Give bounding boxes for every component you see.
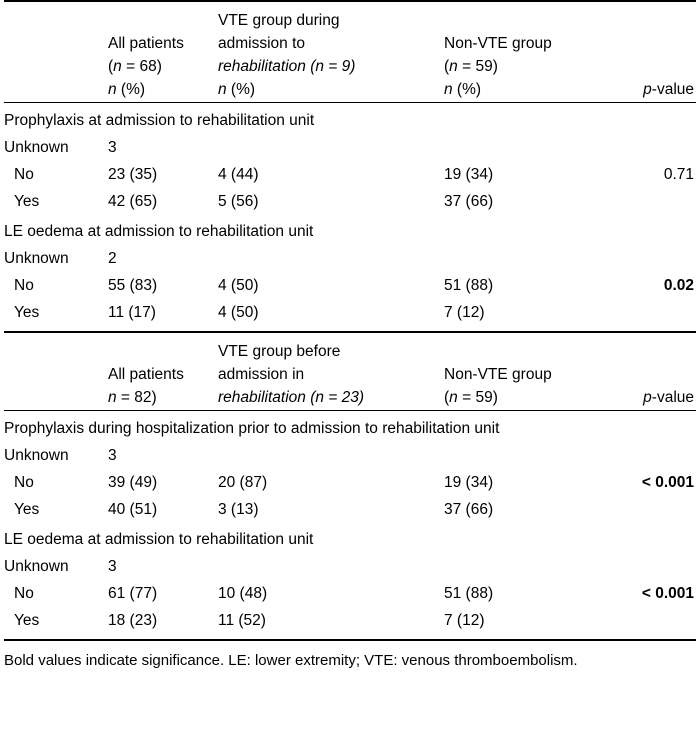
row-label-no: No: [14, 277, 34, 294]
header-blank-5: [594, 56, 696, 79]
table-row: [4, 468, 696, 495]
cell-pvalue: [594, 244, 696, 271]
header2-nonvte-group-l2: Non-VTE group: [444, 366, 552, 383]
cell-nonvte-group: [444, 133, 594, 160]
cell-vte-group: [218, 552, 444, 579]
header-nonvte-group-l2: Non-VTE group: [444, 35, 552, 52]
cell-pvalue: [594, 187, 696, 214]
header-blank: [4, 10, 108, 33]
cell-nonvte-group: 51 (88): [444, 585, 494, 602]
cell-nonvte-group: 37 (66): [444, 193, 494, 210]
header2-blank-3: [4, 364, 108, 387]
table-row: [4, 160, 696, 187]
cell-pvalue: < 0.001: [641, 474, 694, 491]
header2-blank-1: [4, 341, 108, 364]
cell-nonvte-group: 51 (88): [444, 277, 494, 294]
cell-nonvte-group: [444, 244, 594, 271]
cell-nonvte-group: 7 (12): [444, 612, 485, 629]
cell-pvalue: [594, 441, 696, 468]
header2-vte-group-n: rehabilitation (n = 23): [218, 387, 444, 411]
cell-all-patients: 18 (23): [108, 612, 158, 629]
cell-pvalue: [594, 298, 696, 325]
cell-all-patients: 11 (17): [108, 304, 156, 321]
cell-vte-group: [218, 441, 444, 468]
cell-pvalue: < 0.001: [641, 585, 694, 602]
cell-pvalue: [594, 133, 696, 160]
cell-all-patients: 3: [108, 447, 117, 464]
header-nonvte-group-npct: n (%): [444, 79, 594, 103]
cell-pvalue: 0.02: [663, 277, 694, 294]
table-row: [4, 441, 696, 468]
header2-all-patients-n: n = 82): [108, 387, 218, 411]
cell-all-patients: 40 (51): [108, 501, 158, 518]
header-vte-group-l1: VTE group during: [218, 12, 340, 29]
cell-pvalue: [594, 495, 696, 522]
statistics-table: [4, 0, 696, 641]
cell-vte-group: [218, 133, 444, 160]
cell-vte-group: 5 (56): [218, 193, 259, 210]
table-top-rule: [4, 1, 696, 10]
header-pvalue-l1: [594, 10, 696, 33]
cell-nonvte-group: 37 (66): [444, 501, 494, 518]
cell-nonvte-group: 19 (34): [444, 474, 494, 491]
section-header-row: [4, 214, 696, 244]
block2-header-row-line1: [4, 341, 696, 364]
table-footnote: Bold values indicate significance. LE: lower extremity; VTE: venous thromboembolism.: [4, 652, 578, 669]
header2-vte-group-l2: admission in: [218, 366, 305, 383]
header-all-patients-l1: [108, 10, 218, 33]
cell-all-patients: 39 (49): [108, 474, 158, 491]
table-row: [4, 244, 696, 271]
row-label-no: No: [14, 474, 34, 491]
header-blank-6: [4, 79, 108, 103]
row-label-unknown: Unknown: [4, 558, 69, 575]
section-header-row: [4, 411, 696, 442]
header-blank-2: [4, 33, 108, 56]
section-header-row: [4, 103, 696, 134]
cell-vte-group: 4 (50): [218, 304, 259, 321]
section-title-prophylaxis-admission: Prophylaxis at admission to rehabilitation unit: [4, 112, 315, 129]
cell-pvalue: [594, 606, 696, 633]
cell-vte-group: 11 (52): [218, 612, 266, 629]
header-all-patients-l2: All patients: [108, 35, 184, 52]
cell-vte-group: 4 (44): [218, 166, 259, 183]
row-label-yes: Yes: [14, 612, 40, 629]
cell-nonvte-group: [444, 552, 594, 579]
header-all-patients-npct: n (%): [108, 79, 218, 103]
row-label-no: No: [14, 166, 34, 183]
table-row: [4, 187, 696, 214]
table-bottom-rule: [4, 633, 696, 640]
header-vte-group-npct: n (%): [218, 79, 444, 103]
header2-all-patients-l1: [108, 341, 218, 364]
table-row: [4, 298, 696, 325]
header-vte-group-l2: admission to: [218, 35, 306, 52]
row-label-unknown: Unknown: [4, 139, 69, 156]
row-label-unknown: Unknown: [4, 250, 69, 267]
section-title-le-oedema-admission: LE oedema at admission to rehabilitation unit: [4, 223, 314, 240]
header-nonvte-group-l1: [444, 10, 594, 33]
cell-nonvte-group: 19 (34): [444, 166, 494, 183]
header-nonvte-group-n: (n = 59): [444, 58, 498, 75]
header-blank-3: [594, 33, 696, 56]
cell-pvalue: [594, 552, 696, 579]
cell-all-patients: 3: [108, 139, 117, 156]
header2-blank-4: [594, 364, 696, 387]
table-row: [4, 606, 696, 633]
block1-bottom-rule: [4, 325, 696, 332]
cell-pvalue: 0.71: [663, 166, 694, 183]
cell-vte-group: 10 (48): [218, 585, 268, 602]
row-label-yes: Yes: [14, 501, 40, 518]
cell-all-patients: 61 (77): [108, 585, 158, 602]
header2-all-patients-l2: All patients: [108, 366, 184, 383]
header2-pvalue: p-value: [594, 387, 696, 411]
section-title-prophylaxis-hospitalization: Prophylaxis during hospitalization prior to admission to rehabilitation unit: [4, 420, 500, 437]
cell-all-patients: 55 (83): [108, 277, 158, 294]
row-label-yes: Yes: [14, 304, 40, 321]
row-label-no: No: [14, 585, 34, 602]
table-row: [4, 552, 696, 579]
header-row-line1: [4, 10, 696, 33]
cell-all-patients: 3: [108, 558, 117, 575]
table-row: [4, 495, 696, 522]
header2-nonvte-group-l1: [444, 341, 594, 364]
header-pvalue: p-value: [594, 79, 696, 103]
cell-nonvte-group: [444, 441, 594, 468]
header-row-line4: [4, 79, 696, 103]
table-row: [4, 133, 696, 160]
header2-blank-5: [4, 387, 108, 411]
header2-nonvte-group-n: (n = 59): [444, 387, 594, 411]
row-label-unknown: Unknown: [4, 447, 69, 464]
cell-vte-group: [218, 244, 444, 271]
cell-all-patients: 23 (35): [108, 166, 158, 183]
header-all-patients-n: (n = 68): [108, 58, 162, 75]
header-row-line2: [4, 33, 696, 56]
section-header-row: [4, 522, 696, 552]
block2-header-row-line2: [4, 364, 696, 387]
header2-vte-group-l1: VTE group before: [218, 343, 341, 360]
cell-nonvte-group: 7 (12): [444, 304, 485, 321]
header-blank-4: [4, 56, 108, 79]
cell-all-patients: 2: [108, 250, 117, 267]
cell-vte-group: 20 (87): [218, 474, 268, 491]
block2-header-spacer: [4, 332, 696, 341]
table-row: [4, 271, 696, 298]
cell-vte-group: 4 (50): [218, 277, 259, 294]
header2-blank-2: [594, 341, 696, 364]
block2-header-row-line3: [4, 387, 696, 411]
cell-vte-group: 3 (13): [218, 501, 259, 518]
table-row: [4, 579, 696, 606]
section-title-le-oedema-admission-2: LE oedema at admission to rehabilitation unit: [4, 531, 314, 548]
row-label-yes: Yes: [14, 193, 40, 210]
header-vte-group-n: rehabilitation (n = 9): [218, 58, 356, 75]
cell-all-patients: 42 (65): [108, 193, 158, 210]
header-row-line3: [4, 56, 696, 79]
